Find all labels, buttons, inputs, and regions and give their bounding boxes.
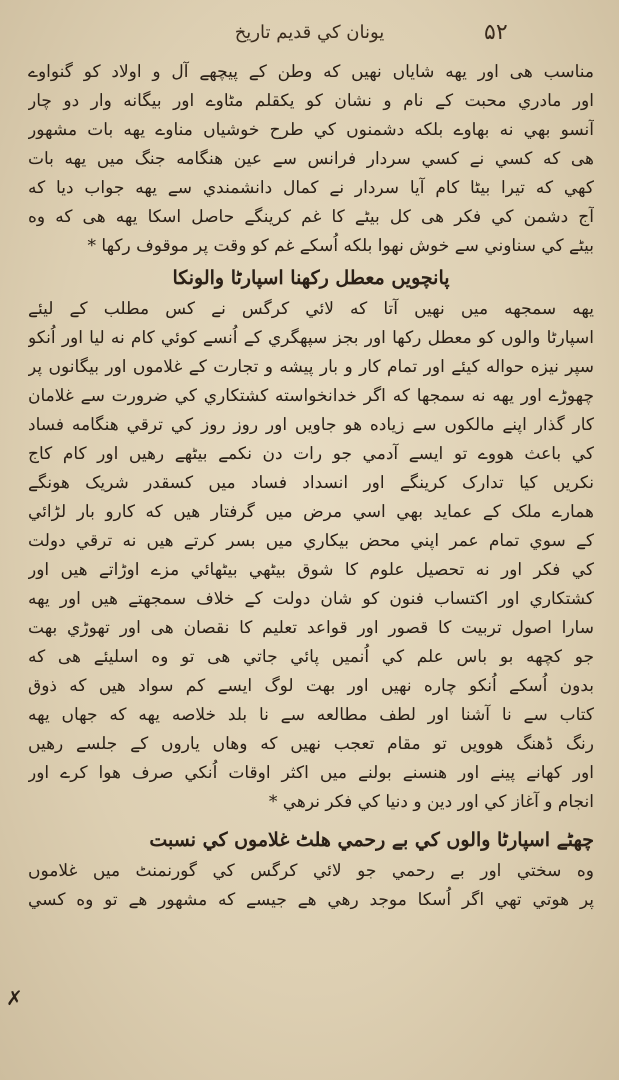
section-heading-fifth: پانچویں معطل رکھنا اسپارٹا والونکا bbox=[172, 267, 450, 289]
text-line: مناسب هی اور یهه شایاں نهیں که وطن کے پیچھے آل و اولاد کو گنواوے bbox=[28, 62, 594, 82]
text-line: پر هوتي تھي اگر اُسکا موجد رهي هے جیسے که مشهور هے تو وه کسي bbox=[28, 890, 594, 910]
text-line: جو کچهه بو باس علم کي اُنمیں پائي جاتي هی تو وه اسلیئے هی که bbox=[28, 647, 594, 667]
paragraph-1 bbox=[28, 58, 594, 261]
body-text bbox=[28, 58, 594, 1074]
text-line: کار گذار اپنے مالکوں سے زیاده هو جاویں اور روز روز کي ترقي هنگامه فساد bbox=[28, 415, 594, 435]
text-line: انجام و آغاز کي اور دین و دنیا کي فکر نرهي * bbox=[268, 792, 594, 812]
paragraph-2 bbox=[28, 295, 594, 817]
text-line: کے سوي تمام عمر اپني محض بیکاري میں بسر کرتے هیں نه ترقي دولت bbox=[28, 531, 594, 551]
text-line: همارے ملک کے عماید بهي اسي مرض میں گرفتار هیں که کارو بار لڑائي bbox=[28, 502, 594, 522]
text-line: نکریں کیا تدارک کرینگے اور انسداد فساد میں کسقدر شریک هونگے bbox=[28, 473, 594, 493]
text-line: کتاب سے نا آشنا اور لطف مطالعه سے نا بلد خلاصه یهه که جهاں یهه bbox=[28, 705, 594, 725]
paragraph-3 bbox=[28, 857, 594, 915]
text-line: چھوڑے اور یهه نه سمجها که اگر خدانخواسته کشتکاري کي ضرورت سے غلامان bbox=[28, 386, 594, 406]
running-title: یونان کي قدیم تاریخ bbox=[234, 22, 385, 43]
text-line: وه سختي اور بے رحمي جو لائي کرگس کي گورنمنٹ میں غلاموں bbox=[28, 861, 594, 881]
margin-mark: ✗ bbox=[6, 986, 23, 1010]
text-line: بیٹے کي سناوني سے خوش نهوا بلکه اُسکے غم کو وقت پر موقوف رکھا * bbox=[87, 236, 594, 256]
text-line: آنسو بهي نه بهاوے بلکه دشمنوں کي طرح خوشیاں مناوے یهه بات مشهور bbox=[28, 120, 594, 140]
text-line: بدون اُسکے اُنکو چاره نهیں اور بهت لوگ ایسے کم سواد هیں که ذوق bbox=[28, 676, 594, 696]
text-line: اسپارٹا والوں کو معطل رکھا اور بجز سپهگري کے اُنسے کوئي کام نه لیا اور اُنکو bbox=[28, 328, 594, 348]
text-line: کي باعث هووے تو ایسے آدمي جو رات دن نکمے بیٹھے رهیں اور کام کاج bbox=[28, 444, 594, 464]
text-line: سپر نیزه حواله کیئے اور تمام کار و بار پیشه و تجارت کے غلاموں اور بیگانوں پر bbox=[28, 357, 594, 377]
text-line: یهه سمجهه میں نهیں آتا که لائي کرگس نے کس مطلب کے لیئے bbox=[28, 299, 594, 319]
text-line: آج دشمن کي فکر هی کل بیٹے کا غم کرینگے حاصل اسکا یهه هی که وه bbox=[28, 207, 594, 227]
text-line: کي فکر اور نه تحصیل علوم کا شوق بیٹھي بیٹھائي مزے اوڑاتے هیں اور bbox=[28, 560, 594, 580]
section-heading-sixth: چھٹے اسپارٹا والوں کي بے رحمي هلٹ غلاموں کي نسبت bbox=[149, 829, 594, 851]
page-header bbox=[0, 10, 619, 54]
text-line: اور کهانے پینے اور هنسنے بولنے میں اکثر اوقات اُنکي صرف هوا کرے اور bbox=[28, 763, 594, 783]
text-line: اور مادري محبت کے نام و نشان کو یکقلم مٹاوے اور بیگانه وار دو چار bbox=[28, 91, 594, 111]
text-line: کشتکاري اور اکتساب فنون کو شان دولت کے خلاف سمجهتے هیں اور یهه bbox=[28, 589, 594, 609]
text-line: کهي که تیرا بیٹا کام آیا سردار نے کمال دانشمندي سے یهه جواب دیا که bbox=[28, 178, 594, 198]
text-line: سارا اصول تربیت کا قصور اور قواعد تعلیم کا نقصان هی اور تھوڑي بهت bbox=[28, 618, 594, 638]
text-line: رنگ ڈهنگ هوویں تو مقام تعجب نهیں که وهاں یاروں کے جلسے رهیں bbox=[28, 734, 594, 754]
page-number: ۵۲ bbox=[484, 20, 508, 45]
text-line: هی که کسي نے کسي سردار فرانس سے عین هنگامه جنگ میں یهه بات bbox=[28, 149, 594, 169]
